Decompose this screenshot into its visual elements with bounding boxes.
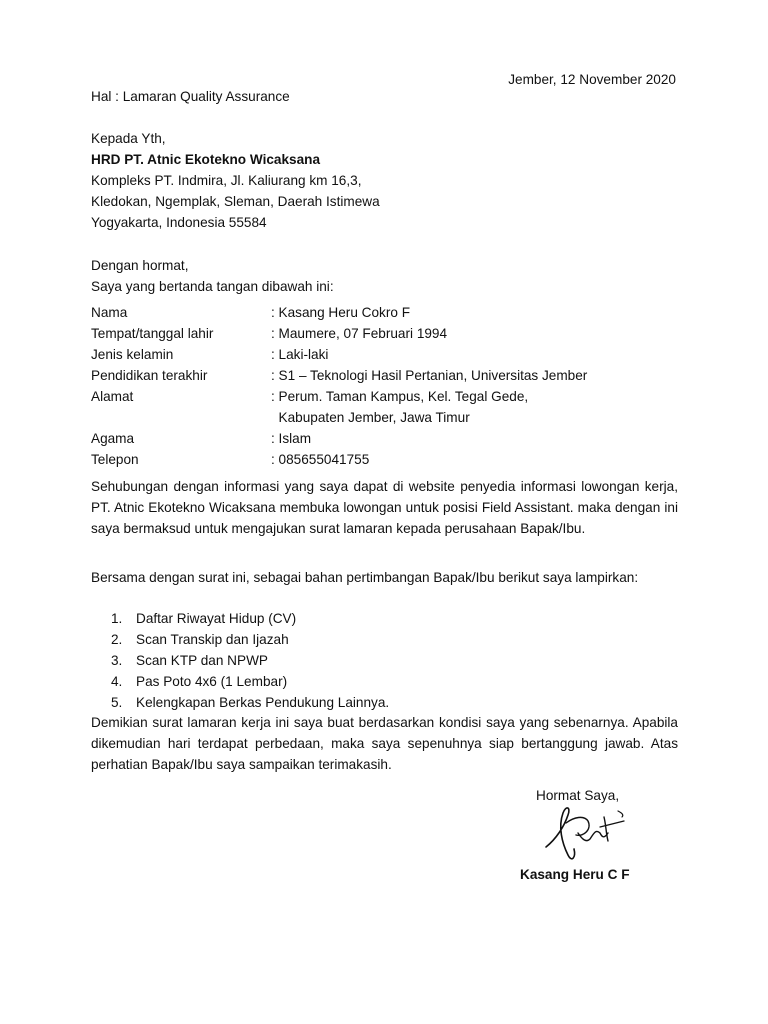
identity-value: Kabupaten Jember, Jawa Timur (271, 410, 470, 425)
identity-row (91, 302, 587, 323)
recipient-address-line: Kompleks PT. Indmira, Jl. Kaliurang km 16,3, (91, 173, 362, 188)
identity-value: : 085655041755 (271, 452, 370, 467)
identity-row (91, 323, 587, 344)
attachment-item (111, 671, 389, 692)
identity-value: : Kasang Heru Cokro F (271, 305, 411, 320)
identity-label: Nama (91, 305, 128, 320)
attachment-item (111, 629, 389, 650)
attachment-text: Scan Transkip dan Ijazah (136, 632, 289, 647)
attachment-number: 5. (111, 695, 123, 710)
attachment-text: Pas Poto 4x6 (1 Lembar) (136, 674, 288, 689)
attachment-text: Scan KTP dan NPWP (136, 653, 268, 668)
identity-row (91, 386, 587, 407)
attachment-item (111, 650, 389, 671)
identity-value: : Laki-laki (271, 347, 329, 362)
attachment-number: 1. (111, 611, 123, 626)
identity-label (91, 407, 271, 428)
attachment-item (111, 692, 389, 713)
paragraph-closing: Demikian surat lamaran kerja ini saya buat berdasarkan kondisi saya yang sebenarnya. Apabila dikemudian hari terdapat perbedaan, maka saya sepenuhnya siap bertanggung jawab. Atas perhatian Bapak/Ibu saya sampaikan terimakasih. (91, 715, 678, 772)
identity-label: Pendidikan terakhir (91, 368, 208, 383)
identity-value: : Perum. Taman Kampus, Kel. Tegal Gede, (271, 389, 529, 404)
identity-table (91, 302, 587, 470)
identity-label: Jenis kelamin (91, 347, 174, 362)
paragraph-attachments-intro: Bersama dengan surat ini, sebagai bahan pertimbangan Bapak/Ibu berikut saya lampirkan: (91, 570, 639, 585)
subject-line: Hal : Lamaran Quality Assurance (91, 89, 290, 104)
identity-label: Tempat/tanggal lahir (91, 326, 214, 341)
identity-value: : Islam (271, 431, 312, 446)
attachment-list (111, 608, 389, 713)
identity-label: Telepon (91, 452, 139, 467)
recipient-name: HRD PT. Atnic Ekotekno Wicaksana (91, 152, 321, 167)
closing-salutation: Hormat Saya, (536, 788, 620, 803)
signer-name: Kasang Heru C F (520, 867, 630, 882)
identity-label: Agama (91, 431, 135, 446)
identity-row (91, 428, 587, 449)
place-date: Jember, 12 November 2020 (508, 72, 676, 87)
identity-row (91, 344, 587, 365)
identity-value: : Maumere, 07 Februari 1994 (271, 326, 448, 341)
greeting-line: Dengan hormat, (91, 258, 189, 273)
recipient-address-line: Yogyakarta, Indonesia 55584 (91, 215, 267, 230)
identity-row (91, 407, 587, 428)
attachment-text: Kelengkapan Berkas Pendukung Lainnya. (136, 695, 390, 710)
paragraph-purpose: Sehubungan dengan informasi yang saya dapat di website penyedia informasi lowongan kerja, PT. Atnic Ekotekno Wicaksana membuka lowongan untuk posisi Field Assistant. maka dengan ini saya bermaksud untuk mengajukan surat lamaran kepada perusahaan Bapak/Ibu. (91, 479, 678, 536)
identity-value: : S1 – Teknologi Hasil Pertanian, Universitas Jember (271, 368, 588, 383)
intro-line: Saya yang bertanda tangan dibawah ini: (91, 279, 334, 294)
attachment-number: 4. (111, 674, 123, 689)
signature-image (538, 803, 634, 869)
recipient-block (91, 128, 380, 233)
attachment-text: Daftar Riwayat Hidup (CV) (136, 611, 297, 626)
recipient-address-line: Kledokan, Ngemplak, Sleman, Daerah Istimewa (91, 194, 380, 209)
attachment-number: 3. (111, 653, 123, 668)
opening-block (91, 255, 334, 297)
recipient-salutation: Kepada Yth, (91, 131, 166, 146)
attachment-item (111, 608, 389, 629)
attachment-number: 2. (111, 632, 123, 647)
identity-label: Alamat (91, 389, 134, 404)
identity-row (91, 365, 587, 386)
identity-row (91, 449, 587, 470)
